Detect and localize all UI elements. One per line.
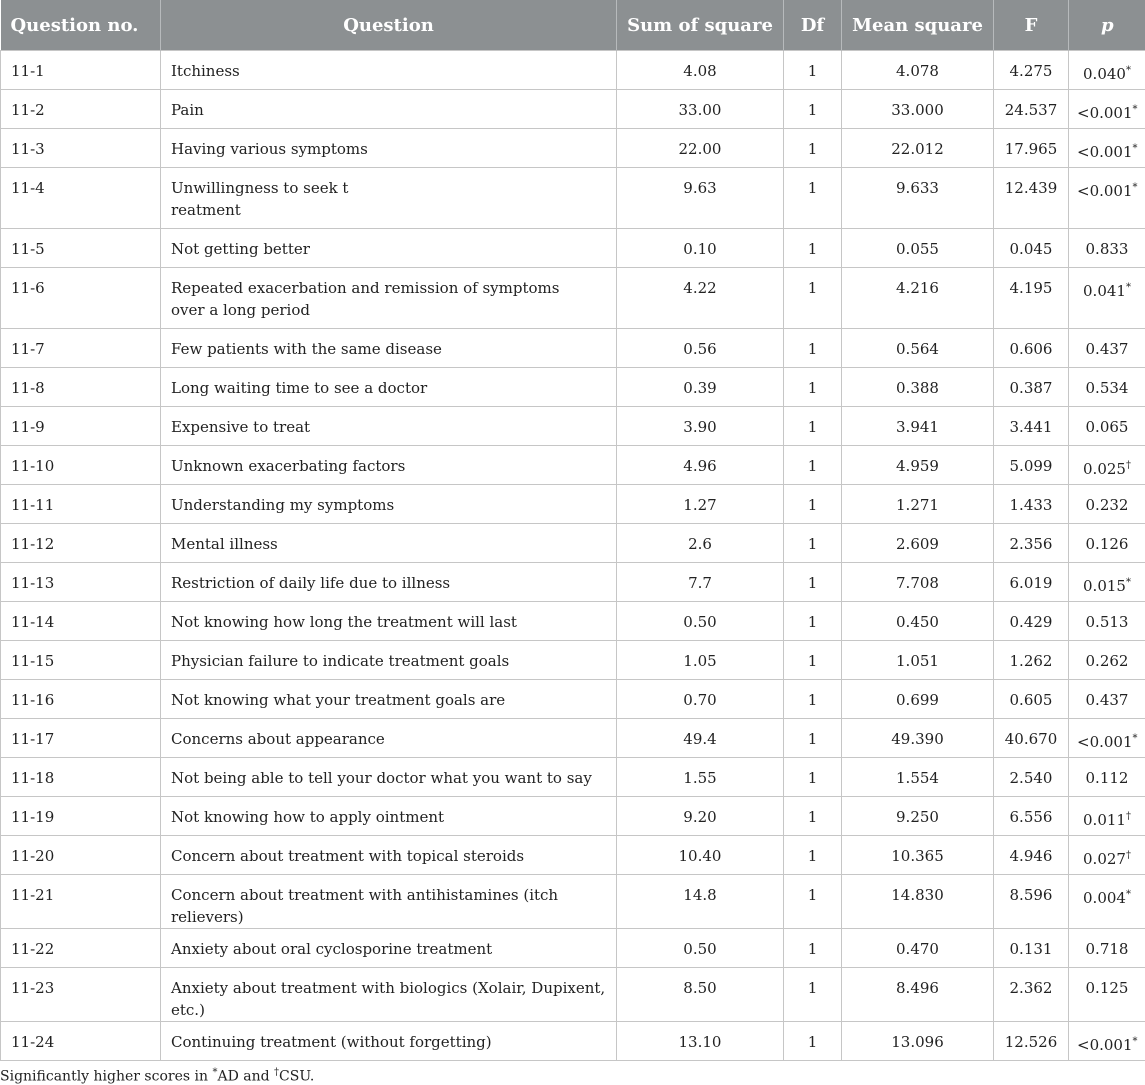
cell-p bbox=[1069, 446, 1145, 485]
cell-question-no: 11-20 bbox=[1, 836, 161, 875]
cell-question-no: 11-6 bbox=[1, 268, 161, 329]
table-row bbox=[1, 90, 1145, 129]
p-value: <0.001 bbox=[1077, 182, 1133, 200]
cell-df: 1 bbox=[784, 968, 842, 1022]
question-text: Not being able to tell your doctor what you want to say bbox=[171, 769, 592, 787]
cell-sum-of-square: 0.50 bbox=[617, 929, 784, 968]
question-text: Concern about treatment with topical steroids bbox=[171, 847, 524, 865]
p-value: 0.041 bbox=[1083, 282, 1126, 300]
cell-mean-square: 4.959 bbox=[842, 446, 994, 485]
table-row bbox=[1, 368, 1145, 407]
cell-p bbox=[1069, 1022, 1145, 1061]
cell-f: 2.356 bbox=[994, 524, 1069, 563]
table-row bbox=[1, 836, 1145, 875]
question-text: Not knowing how long the treatment will last bbox=[171, 613, 517, 631]
p-value: 0.025 bbox=[1083, 460, 1126, 478]
cell-p bbox=[1069, 563, 1145, 602]
table-row bbox=[1, 268, 1145, 329]
cell-f: 4.195 bbox=[994, 268, 1069, 329]
cell-p: 0.125 bbox=[1069, 968, 1145, 1022]
footnote-mark-csu: † bbox=[274, 1067, 279, 1078]
question-text: Expensive to treat bbox=[171, 418, 310, 436]
cell-question bbox=[161, 836, 617, 875]
cell-mean-square: 9.250 bbox=[842, 797, 994, 836]
cell-f: 5.099 bbox=[994, 446, 1069, 485]
cell-mean-square: 9.633 bbox=[842, 168, 994, 229]
cell-df: 1 bbox=[784, 836, 842, 875]
cell-question bbox=[161, 929, 617, 968]
table-row bbox=[1, 968, 1145, 1022]
cell-question-no: 11-23 bbox=[1, 968, 161, 1022]
cell-sum-of-square: 13.10 bbox=[617, 1022, 784, 1061]
cell-mean-square: 0.470 bbox=[842, 929, 994, 968]
cell-p bbox=[1069, 836, 1145, 875]
cell-df: 1 bbox=[784, 563, 842, 602]
cell-f: 0.605 bbox=[994, 680, 1069, 719]
cell-df: 1 bbox=[784, 524, 842, 563]
question-text: Concern about treatment with antihistamines (itch relievers) bbox=[171, 886, 558, 926]
cell-p bbox=[1069, 90, 1145, 129]
cell-p: 0.126 bbox=[1069, 524, 1145, 563]
footnote-mark-ad: * bbox=[212, 1067, 217, 1078]
cell-mean-square: 22.012 bbox=[842, 129, 994, 168]
cell-mean-square: 4.078 bbox=[842, 51, 994, 90]
cell-sum-of-square: 33.00 bbox=[617, 90, 784, 129]
significance-mark: * bbox=[1133, 182, 1138, 193]
footnote bbox=[0, 1061, 1145, 1085]
cell-p: 0.112 bbox=[1069, 758, 1145, 797]
question-text: Unknown exacerbating factors bbox=[171, 457, 405, 475]
cell-sum-of-square: 8.50 bbox=[617, 968, 784, 1022]
significance-mark: * bbox=[1126, 282, 1131, 293]
cell-question-no: 11-10 bbox=[1, 446, 161, 485]
cell-mean-square: 4.216 bbox=[842, 268, 994, 329]
cell-question-no: 11-24 bbox=[1, 1022, 161, 1061]
question-text: Continuing treatment (without forgetting) bbox=[171, 1033, 492, 1051]
cell-df: 1 bbox=[784, 368, 842, 407]
cell-df: 1 bbox=[784, 229, 842, 268]
cell-df: 1 bbox=[784, 641, 842, 680]
cell-df: 1 bbox=[784, 929, 842, 968]
cell-mean-square: 3.941 bbox=[842, 407, 994, 446]
cell-question-no: 11-1 bbox=[1, 51, 161, 90]
p-value: 0.027 bbox=[1083, 850, 1126, 868]
cell-question bbox=[161, 563, 617, 602]
cell-question bbox=[161, 485, 617, 524]
cell-question-no: 11-15 bbox=[1, 641, 161, 680]
header-question-no: Question no. bbox=[1, 0, 161, 51]
cell-sum-of-square: 0.56 bbox=[617, 329, 784, 368]
cell-p: 0.718 bbox=[1069, 929, 1145, 968]
header-mean-square: Mean square bbox=[842, 0, 994, 51]
cell-mean-square: 0.450 bbox=[842, 602, 994, 641]
cell-f: 2.540 bbox=[994, 758, 1069, 797]
p-value: 0.040 bbox=[1083, 65, 1126, 83]
cell-question-no: 11-19 bbox=[1, 797, 161, 836]
table-row bbox=[1, 719, 1145, 758]
significance-mark: * bbox=[1133, 733, 1138, 744]
cell-df: 1 bbox=[784, 719, 842, 758]
cell-f: 6.556 bbox=[994, 797, 1069, 836]
significance-mark: * bbox=[1133, 104, 1138, 115]
footnote-prefix: Significantly higher scores in bbox=[0, 1069, 212, 1085]
cell-mean-square: 0.564 bbox=[842, 329, 994, 368]
question-text: Understanding my symptoms bbox=[171, 496, 394, 514]
cell-p: 0.534 bbox=[1069, 368, 1145, 407]
cell-question bbox=[161, 641, 617, 680]
cell-f: 1.433 bbox=[994, 485, 1069, 524]
cell-p bbox=[1069, 51, 1145, 90]
cell-p bbox=[1069, 268, 1145, 329]
cell-mean-square: 0.699 bbox=[842, 680, 994, 719]
question-text: Not knowing how to apply ointment bbox=[171, 808, 444, 826]
cell-sum-of-square: 22.00 bbox=[617, 129, 784, 168]
cell-question-no: 11-12 bbox=[1, 524, 161, 563]
table-body bbox=[1, 51, 1145, 1061]
table-row bbox=[1, 758, 1145, 797]
cell-sum-of-square: 14.8 bbox=[617, 875, 784, 929]
table-row bbox=[1, 485, 1145, 524]
cell-df: 1 bbox=[784, 680, 842, 719]
cell-df: 1 bbox=[784, 446, 842, 485]
cell-f: 12.439 bbox=[994, 168, 1069, 229]
table-row bbox=[1, 641, 1145, 680]
cell-mean-square: 1.051 bbox=[842, 641, 994, 680]
cell-question bbox=[161, 602, 617, 641]
cell-question-no: 11-8 bbox=[1, 368, 161, 407]
cell-mean-square: 8.496 bbox=[842, 968, 994, 1022]
cell-mean-square: 7.708 bbox=[842, 563, 994, 602]
table-row bbox=[1, 602, 1145, 641]
cell-f: 24.537 bbox=[994, 90, 1069, 129]
table-row bbox=[1, 51, 1145, 90]
cell-p bbox=[1069, 875, 1145, 929]
significance-mark: * bbox=[1133, 1036, 1138, 1047]
p-value: <0.001 bbox=[1077, 1036, 1133, 1054]
p-value: <0.001 bbox=[1077, 143, 1133, 161]
cell-sum-of-square: 4.08 bbox=[617, 51, 784, 90]
cell-question bbox=[161, 680, 617, 719]
cell-sum-of-square: 4.96 bbox=[617, 446, 784, 485]
p-value: 0.011 bbox=[1083, 811, 1126, 829]
question-text: Mental illness bbox=[171, 535, 278, 553]
cell-f: 8.596 bbox=[994, 875, 1069, 929]
p-value: 0.004 bbox=[1083, 889, 1126, 907]
cell-df: 1 bbox=[784, 90, 842, 129]
cell-df: 1 bbox=[784, 329, 842, 368]
cell-question bbox=[161, 51, 617, 90]
cell-f: 0.131 bbox=[994, 929, 1069, 968]
question-text: Long waiting time to see a doctor bbox=[171, 379, 427, 397]
cell-mean-square: 2.609 bbox=[842, 524, 994, 563]
cell-question-no: 11-22 bbox=[1, 929, 161, 968]
cell-df: 1 bbox=[784, 602, 842, 641]
cell-f: 0.429 bbox=[994, 602, 1069, 641]
cell-df: 1 bbox=[784, 51, 842, 90]
cell-sum-of-square: 1.55 bbox=[617, 758, 784, 797]
cell-p: 0.833 bbox=[1069, 229, 1145, 268]
question-text: Pain bbox=[171, 101, 204, 119]
cell-mean-square: 14.830 bbox=[842, 875, 994, 929]
table-row bbox=[1, 168, 1145, 229]
cell-f: 40.670 bbox=[994, 719, 1069, 758]
table-row bbox=[1, 446, 1145, 485]
cell-f: 0.606 bbox=[994, 329, 1069, 368]
p-value: <0.001 bbox=[1077, 104, 1133, 122]
cell-question bbox=[161, 524, 617, 563]
cell-f: 4.275 bbox=[994, 51, 1069, 90]
cell-df: 1 bbox=[784, 485, 842, 524]
cell-sum-of-square: 4.22 bbox=[617, 268, 784, 329]
question-text: Anxiety about oral cyclosporine treatment bbox=[171, 940, 492, 958]
question-text: Few patients with the same disease bbox=[171, 340, 442, 358]
significance-mark: * bbox=[1126, 889, 1131, 900]
question-text: Having various symptoms bbox=[171, 140, 368, 158]
cell-question bbox=[161, 758, 617, 797]
cell-question-no: 11-17 bbox=[1, 719, 161, 758]
cell-sum-of-square: 9.20 bbox=[617, 797, 784, 836]
cell-question-no: 11-5 bbox=[1, 229, 161, 268]
cell-sum-of-square: 0.39 bbox=[617, 368, 784, 407]
cell-question bbox=[161, 129, 617, 168]
table-row bbox=[1, 929, 1145, 968]
cell-question-no: 11-7 bbox=[1, 329, 161, 368]
cell-question bbox=[161, 875, 617, 929]
cell-question-no: 11-14 bbox=[1, 602, 161, 641]
cell-p bbox=[1069, 719, 1145, 758]
cell-question-no: 11-13 bbox=[1, 563, 161, 602]
cell-p: 0.232 bbox=[1069, 485, 1145, 524]
cell-sum-of-square: 2.6 bbox=[617, 524, 784, 563]
cell-p bbox=[1069, 797, 1145, 836]
question-text: Physician failure to indicate treatment goals bbox=[171, 652, 509, 670]
table-row bbox=[1, 1022, 1145, 1061]
cell-question bbox=[161, 90, 617, 129]
cell-question-no: 11-3 bbox=[1, 129, 161, 168]
cell-df: 1 bbox=[784, 168, 842, 229]
cell-sum-of-square: 49.4 bbox=[617, 719, 784, 758]
cell-df: 1 bbox=[784, 1022, 842, 1061]
significance-mark: * bbox=[1126, 65, 1131, 76]
cell-mean-square: 0.055 bbox=[842, 229, 994, 268]
header-p: p bbox=[1069, 0, 1145, 51]
cell-f: 1.262 bbox=[994, 641, 1069, 680]
significance-mark: † bbox=[1126, 460, 1131, 471]
cell-question bbox=[161, 446, 617, 485]
table-row bbox=[1, 875, 1145, 929]
question-text: Concerns about appearance bbox=[171, 730, 385, 748]
cell-question bbox=[161, 797, 617, 836]
cell-sum-of-square: 0.10 bbox=[617, 229, 784, 268]
cell-df: 1 bbox=[784, 129, 842, 168]
cell-question-no: 11-11 bbox=[1, 485, 161, 524]
header-f: F bbox=[994, 0, 1069, 51]
table-row bbox=[1, 563, 1145, 602]
cell-p: 0.262 bbox=[1069, 641, 1145, 680]
header-sum-of-square: Sum of square bbox=[617, 0, 784, 51]
cell-question bbox=[161, 1022, 617, 1061]
cell-question-no: 11-9 bbox=[1, 407, 161, 446]
question-text-line2: reatment bbox=[171, 201, 241, 219]
cell-df: 1 bbox=[784, 797, 842, 836]
table-row bbox=[1, 680, 1145, 719]
cell-f: 4.946 bbox=[994, 836, 1069, 875]
cell-p bbox=[1069, 129, 1145, 168]
significance-mark: * bbox=[1133, 143, 1138, 154]
table-row bbox=[1, 407, 1145, 446]
cell-question-no: 11-2 bbox=[1, 90, 161, 129]
cell-question bbox=[161, 968, 617, 1022]
cell-p: 0.065 bbox=[1069, 407, 1145, 446]
cell-sum-of-square: 1.05 bbox=[617, 641, 784, 680]
cell-f: 2.362 bbox=[994, 968, 1069, 1022]
cell-p: 0.437 bbox=[1069, 680, 1145, 719]
question-text: Itchiness bbox=[171, 62, 240, 80]
significance-mark: † bbox=[1126, 811, 1131, 822]
cell-sum-of-square: 10.40 bbox=[617, 836, 784, 875]
question-text: Repeated exacerbation and remission of symptoms bbox=[171, 279, 559, 297]
table-row bbox=[1, 797, 1145, 836]
header-row bbox=[1, 0, 1145, 51]
cell-f: 6.019 bbox=[994, 563, 1069, 602]
question-text-line2: over a long period bbox=[171, 301, 310, 319]
cell-mean-square: 1.554 bbox=[842, 758, 994, 797]
cell-df: 1 bbox=[784, 407, 842, 446]
cell-df: 1 bbox=[784, 875, 842, 929]
cell-question bbox=[161, 368, 617, 407]
cell-sum-of-square: 0.50 bbox=[617, 602, 784, 641]
cell-question-no: 11-18 bbox=[1, 758, 161, 797]
cell-question bbox=[161, 407, 617, 446]
cell-df: 1 bbox=[784, 268, 842, 329]
header-question: Question bbox=[161, 0, 617, 51]
cell-question bbox=[161, 719, 617, 758]
cell-f: 0.045 bbox=[994, 229, 1069, 268]
cell-question bbox=[161, 268, 617, 329]
cell-f: 3.441 bbox=[994, 407, 1069, 446]
question-text: Unwillingness to seek t bbox=[171, 179, 348, 197]
question-text: Not getting better bbox=[171, 240, 310, 258]
table-row bbox=[1, 229, 1145, 268]
cell-mean-square: 13.096 bbox=[842, 1022, 994, 1061]
cell-p: 0.437 bbox=[1069, 329, 1145, 368]
cell-p bbox=[1069, 168, 1145, 229]
p-value: 0.015 bbox=[1083, 577, 1126, 595]
cell-mean-square: 0.388 bbox=[842, 368, 994, 407]
footnote-group-csu: CSU. bbox=[279, 1069, 314, 1085]
cell-mean-square: 1.271 bbox=[842, 485, 994, 524]
cell-sum-of-square: 3.90 bbox=[617, 407, 784, 446]
cell-question bbox=[161, 229, 617, 268]
table-row bbox=[1, 524, 1145, 563]
question-text: Restriction of daily life due to illness bbox=[171, 574, 450, 592]
cell-mean-square: 10.365 bbox=[842, 836, 994, 875]
cell-f: 12.526 bbox=[994, 1022, 1069, 1061]
cell-mean-square: 33.000 bbox=[842, 90, 994, 129]
cell-sum-of-square: 9.63 bbox=[617, 168, 784, 229]
cell-question bbox=[161, 168, 617, 229]
question-text: Not knowing what your treatment goals are bbox=[171, 691, 505, 709]
p-value: <0.001 bbox=[1077, 733, 1133, 751]
cell-question bbox=[161, 329, 617, 368]
cell-sum-of-square: 1.27 bbox=[617, 485, 784, 524]
cell-question-no: 11-4 bbox=[1, 168, 161, 229]
cell-sum-of-square: 7.7 bbox=[617, 563, 784, 602]
cell-df: 1 bbox=[784, 758, 842, 797]
cell-f: 0.387 bbox=[994, 368, 1069, 407]
significance-mark: † bbox=[1126, 850, 1131, 861]
question-text: Anxiety about treatment with biologics (Xolair, Dupixent, etc.) bbox=[171, 979, 605, 1019]
cell-f: 17.965 bbox=[994, 129, 1069, 168]
table-row bbox=[1, 129, 1145, 168]
table-row bbox=[1, 329, 1145, 368]
cell-question-no: 11-21 bbox=[1, 875, 161, 929]
cell-p: 0.513 bbox=[1069, 602, 1145, 641]
cell-sum-of-square: 0.70 bbox=[617, 680, 784, 719]
significance-mark: * bbox=[1126, 577, 1131, 588]
footnote-group-ad: AD and bbox=[217, 1069, 274, 1085]
header-df: Df bbox=[784, 0, 842, 51]
cell-question-no: 11-16 bbox=[1, 680, 161, 719]
cell-mean-square: 49.390 bbox=[842, 719, 994, 758]
